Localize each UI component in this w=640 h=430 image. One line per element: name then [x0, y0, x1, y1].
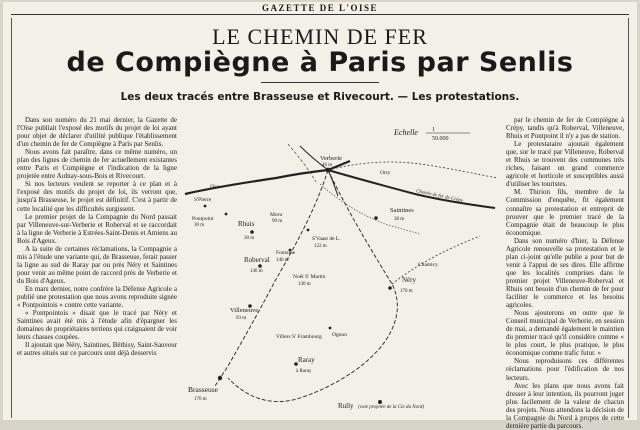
- place-ste-pierre: S'Pierre: [194, 197, 212, 203]
- paragraph: M. Thirion fils, membre de la Commission d'enquête, fit également connaître sa protestation et entreprit de prouver que le premier tracé de la Compagnie était de beaucoup le plus économique.: [506, 188, 624, 237]
- alt-brasseuse: 170 m: [194, 397, 207, 402]
- paragraph: « Pontpointois » disait que le tracé par Néry et Saintines avait été mis à l'étude afin d'épargner les domaines de propriétaires terriens qui craignaient de voir leurs chasses coupées.: [17, 309, 177, 342]
- headline-line-2: de Compiègne à Paris par Senlis: [66, 47, 574, 78]
- place-moru: Moru: [270, 212, 283, 218]
- place-villers: Villers S' Frambourg: [276, 334, 322, 340]
- paragraph: par le chemin de fer de Compiègne à Crépy, tandis qu'à Roberval, Villeneuve, Rhuis et Pontpoint il n'y a pas de station.: [506, 116, 624, 141]
- alt-verberie: 46 m: [322, 163, 333, 168]
- place-raray: Raray: [298, 356, 315, 364]
- alt-noel: 130 m: [298, 282, 311, 287]
- paragraph: En mars dernier, notre confrère la Défense Agricole a publié une protestation que nous avons reproduite signée « Pontpointois » contre cette variante.: [17, 284, 177, 310]
- alt-st-vaast: 122 m: [314, 244, 327, 249]
- paragraph: Le protestataire ajoutait également que, sur le tracé par Villeneuve, Roberval et Rhuis se trouvent des communes très riches, faisant un grand commerce agricole et horticole et susceptibles aussi d'utiliser les touristes.: [506, 140, 624, 189]
- paragraph: Avec les plans que nous avons fait dresser à leur intention, ils pourront juger plus facilement de la valeur de chacun des projets. Nous attendons la décision de la Compagnie du Nord à propos de cette dernière partie du parcours.: [506, 381, 624, 430]
- variant-route-dashed: [228, 170, 397, 402]
- paragraph: Nous ajouterons en outre que le Conseil municipal de Verberie, en session de mai, a demandé également le maintien du premier tracé qu'il considère comme « le plus court, le plus pratique, le plus économique comme trafic futur. »: [506, 309, 624, 358]
- raray-note: à Raray: [296, 369, 312, 374]
- place-fontaine: Fontaine: [276, 250, 296, 256]
- label-crepy-line: Chemin de fer de Crépy: [415, 189, 464, 204]
- headline-line-1: LE CHEMIN DE FER: [212, 24, 428, 49]
- place-verberie: Verberie: [320, 155, 343, 162]
- masthead: GAZETTE DE L'OISE: [261, 3, 379, 13]
- place-roberval: Roberval: [244, 256, 270, 264]
- alt-moru: 90 m: [272, 219, 283, 224]
- place-brasseuse: Brasseuse: [188, 385, 218, 394]
- article-column-right: [506, 116, 624, 430]
- rully-note: (voie projetée de la Cie du Nord): [358, 405, 425, 410]
- place-rhuis: Rhuis: [238, 220, 255, 228]
- place-nery: Néry: [402, 276, 416, 284]
- map-scale-numerator: 1: [432, 127, 435, 133]
- place-chamicy: Chamicy: [418, 262, 438, 268]
- alt-saintines: 38 m: [394, 217, 405, 222]
- place-villeneuve: Villeneuve: [230, 307, 259, 314]
- paragraph: Nous reproduisons ces différentes réclamations pour l'édification de nos lecteurs.: [506, 357, 624, 382]
- alt-villeneuve: 93 m: [236, 316, 247, 321]
- place-saintines: Saintines: [390, 207, 414, 214]
- paragraph: Il ajoutait que Néry, Saintines, Béthisy, Saint-Sauveur et autres situés sur ce parcours sont déjà desservis: [17, 341, 177, 358]
- paragraph: Dans son numéro d'hier, la Défense Agricole renouvelle sa protestation et le plan ci-joint qu'elle publie a pour but de venir à l'appui de ses dires. Elle affirme que les localités comprises dans le premier projet Villeneuve-Roberval et Rhuis ont besoin d'un chemin de fer pour faciliter le commerce et les besoins agricoles.: [506, 236, 624, 310]
- paragraph: Le premier projet de la Compagnie du Nord passait par Villeneuve-sur-Verberie et Roberval et se raccordait à la ligne de Verberie à Estrées-Saint-Denis et Amiens au Bois d'Ageux.: [17, 212, 177, 245]
- place-ognon: Ognon: [332, 332, 347, 338]
- alt-pontpoint: 30 m: [194, 223, 205, 228]
- paragraph: A la suite de certaines réclamations, la Compagnie a mis à l'étude une variante qui, de Brasseuse, ferait passer la ligne au sud de Raray par ou près Néry et Saintines pour venir au même point de raccord près de Verberie et du Bois d'Ageux.: [17, 244, 177, 285]
- place-noel-st-martin: Noël S' Martin: [293, 274, 326, 280]
- place-orry: Orry: [380, 170, 391, 176]
- railway-map: [180, 116, 502, 418]
- place-pontpoint: Pontpoint: [192, 216, 214, 222]
- masthead-rule: [11, 14, 629, 15]
- alt-fontaine: 140 m: [276, 258, 289, 263]
- crepy-railway-line: [328, 170, 495, 208]
- paragraph: Nous avons fait paraître, dans ce même numéro, un plan des lignes de chemin de fer actuellement existantes entre Paris et Compiègne et l'indication de la ligne projetée entre Aulnay-sous-Bois et Rivecourt.: [17, 148, 177, 181]
- subtitle: Les deux tracés entre Brasseuse et Rivecourt. — Les protestations.: [120, 91, 520, 103]
- newspaper-page: [3, 2, 637, 430]
- map-scale-label: Echelle: [394, 128, 418, 137]
- alt-rhuis: 30 m: [244, 236, 255, 241]
- paragraph: Dans son numéro du 21 mai dernier, la Gazette de l'Oise publiait l'exposé des motifs du projet de loi ayant pour objet de déclarer d'utilité publique l'établissement d'un chemin de fer de Compiègne à Paris par Senlis.: [17, 116, 177, 149]
- article-column-left: [17, 116, 177, 418]
- place-st-vaast: S'Vaast de L.: [312, 236, 341, 242]
- alt-nery: 170 m: [400, 289, 413, 294]
- place-rully: Rully: [338, 402, 354, 410]
- map-scale-denominator: 50.000: [432, 136, 449, 142]
- paragraph: Si nos lecteurs veulent se reporter à ce plan et à l'exposé des motifs du projet de loi, ils verront que, jusqu'à Brasseuse, le projet est définitif. C'est à partir de cette localité que les difficultés surgissent.: [17, 180, 177, 213]
- alt-roberval: 136 m: [250, 269, 263, 274]
- label-oise: Oise: [210, 185, 220, 190]
- path: [288, 144, 316, 182]
- headline-rule: [261, 82, 379, 83]
- road: [328, 162, 498, 178]
